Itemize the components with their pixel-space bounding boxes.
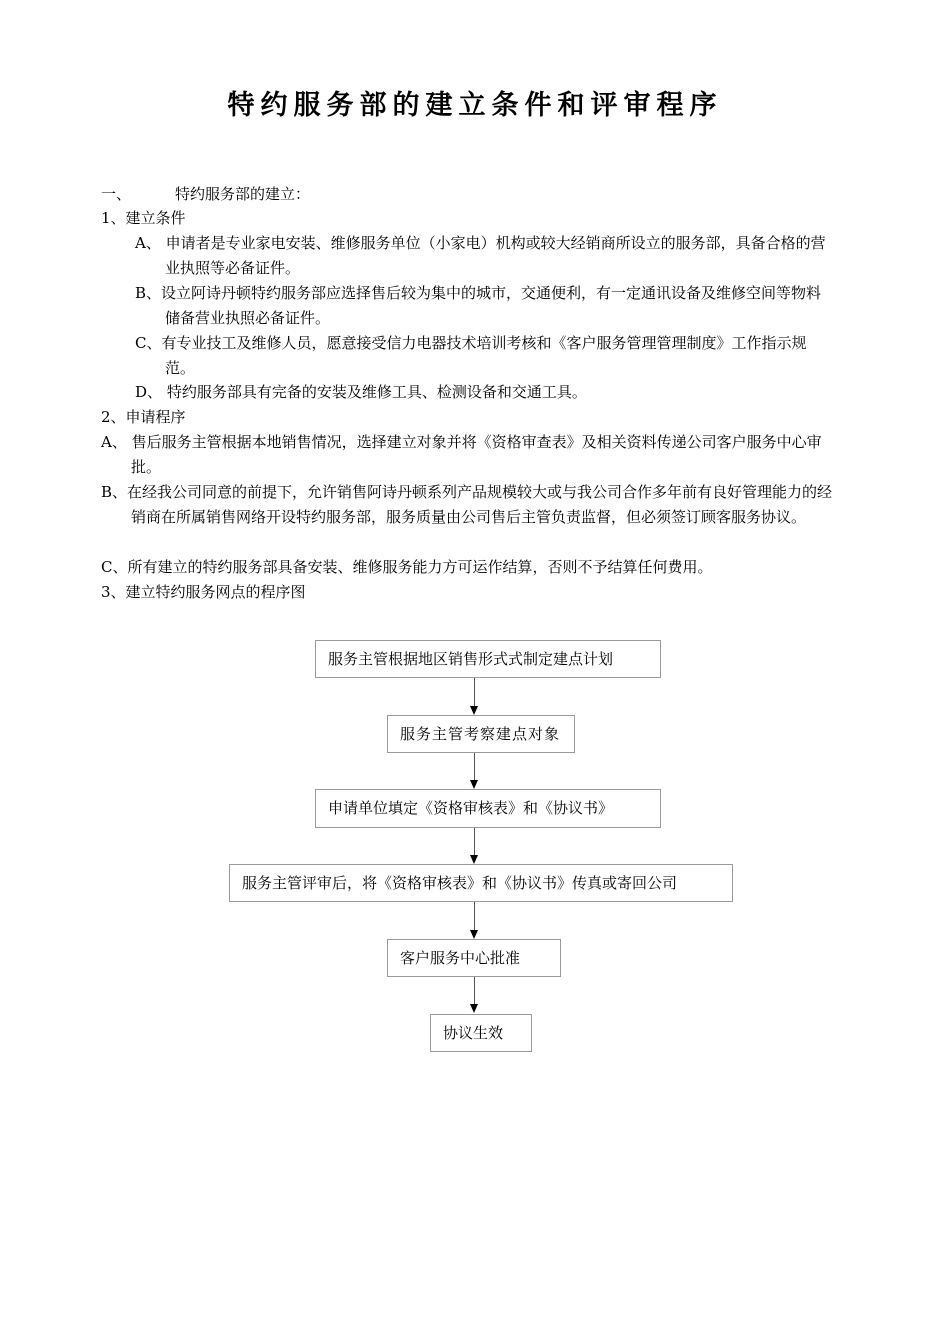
flow-connector	[474, 678, 475, 707]
condition-text: 特约服务部具有完备的安装及维修工具、检测设备和交通工具。	[166, 383, 587, 401]
flow-step-4: 服务主管评审后，将《资格审核表》和《协议书》传真或寄回公司	[229, 864, 733, 902]
condition-marker: A、	[135, 234, 161, 252]
arrow-down-icon	[470, 930, 478, 939]
procedure-marker: C、	[101, 558, 128, 576]
procedure-text: 售后服务主管根据本地销售情况，选择建立对象并将《资格审查表》及相关资料传递公司客户服务中心审批。	[131, 433, 822, 476]
procedure-item-a	[101, 430, 836, 480]
section-heading	[101, 182, 310, 206]
procedure-marker: A、	[101, 433, 127, 451]
flow-connector	[474, 902, 475, 931]
section-number: 一、	[101, 185, 132, 203]
flow-step-5: 客户服务中心批准	[387, 939, 561, 977]
arrow-down-icon	[470, 780, 478, 789]
flow-step-6: 协议生效	[430, 1014, 532, 1052]
procedure-text: 在经我公司同意的前提下，允许销售阿诗丹顿系列产品规模较大或与我公司合作多年前有良好管理能力的经销商在所属销售网络开设特约服务部，服务质量由公司售后主管负责监督，但必须签订顾客服务协议。	[127, 483, 833, 526]
flow-connector	[474, 977, 475, 1005]
condition-marker: B、	[135, 284, 162, 302]
condition-item-b	[135, 281, 835, 331]
procedure-item-b	[101, 480, 836, 530]
condition-text: 设立阿诗丹顿特约服务部应选择售后较为集中的城市，交通便利，有一定通讯设备及维修空间等物料储备营业执照必备证件。	[161, 284, 822, 327]
procedure-text: 所有建立的特约服务部具备安装、维修服务能力方可运作结算，否则不予结算任何费用。	[127, 558, 713, 576]
arrow-down-icon	[470, 1004, 478, 1013]
procedure-marker: B、	[101, 483, 128, 501]
page-title: 特约服务部的建立条件和评审程序	[227, 90, 723, 121]
procedure-heading: 2、申请程序	[101, 408, 186, 426]
flow-connector	[474, 753, 475, 781]
condition-marker: C、	[135, 334, 162, 352]
condition-text: 申请者是专业家电安装、维修服务单位（小家电）机构或较大经销商所设立的服务部，具备合格的营业执照等必备证件。	[165, 234, 826, 277]
flow-step-2: 服务主管考察建点对象	[387, 715, 575, 753]
condition-item-c	[135, 331, 835, 381]
flow-step-1: 服务主管根据地区销售形式式制定建点计划	[315, 640, 661, 678]
condition-item-d	[135, 380, 835, 405]
procedure-item-c	[101, 555, 836, 580]
arrow-down-icon	[470, 855, 478, 864]
condition-item-a	[135, 231, 835, 281]
condition-marker: D、	[135, 383, 163, 401]
arrow-down-icon	[470, 706, 478, 715]
flow-step-3: 申请单位填定《资格审核表》和《协议书》	[315, 789, 661, 828]
section-heading-text: 特约服务部的建立：	[175, 185, 311, 203]
condition-text: 有专业技工及维修人员，愿意接受信力电器技术培训考核和《客户服务管理管理制度》工作指示规范。	[161, 334, 807, 377]
flowchart-heading: 3、建立特约服务网点的程序图	[101, 583, 306, 601]
conditions-heading: 1、建立条件	[101, 209, 186, 227]
flow-connector	[474, 828, 475, 856]
